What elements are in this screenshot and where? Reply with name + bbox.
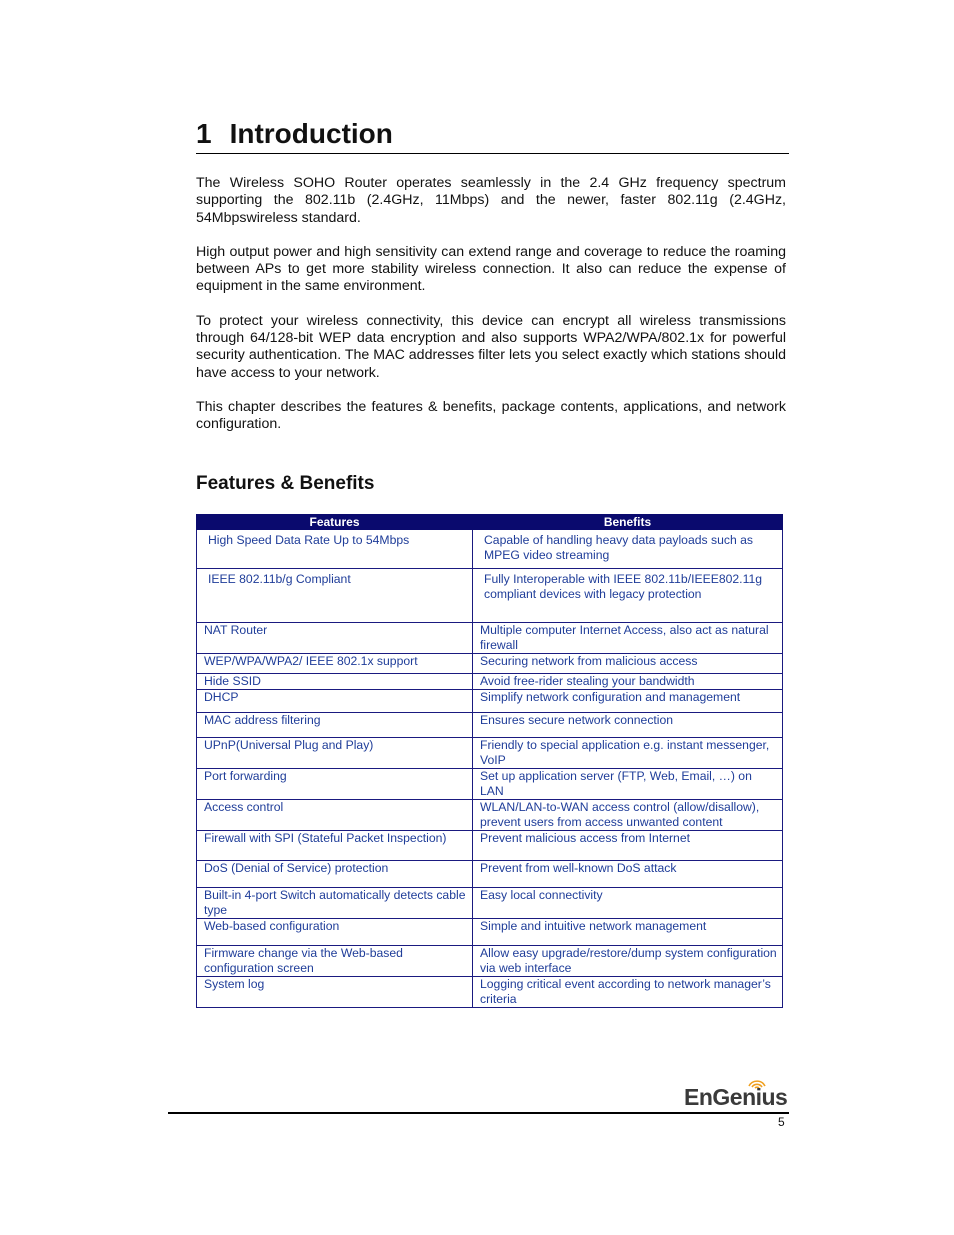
benefit-cell: Logging critical event according to network manager’s criteria [473,977,783,1008]
chapter-title-text: Introduction [229,118,393,149]
section-title: Features & Benefits [196,473,375,494]
table-row [197,769,783,800]
column-header-benefits: Benefits [473,515,783,530]
table-row [197,623,783,654]
table-row [197,888,783,919]
benefit-cell: Simplify network configuration and management [473,690,783,713]
feature-cell: Access control [197,800,473,831]
benefit-cell: Capable of handling heavy data payloads such as MPEG video streaming [473,530,783,569]
benefit-cell: Allow easy upgrade/restore/dump system configuration via web interface [473,946,783,977]
intro-paragraph: The Wireless SOHO Router operates seamlessly in the 2.4 GHz frequency spectrum supporting the 802.11b (2.4GHz, 11Mbps) and the newer, faster 802.11g (2.4GHz, 54Mbpswireless standard. [196,175,786,226]
chapter-title [196,117,789,154]
benefit-cell: Easy local connectivity [473,888,783,919]
table-row [197,738,783,769]
feature-cell: DoS (Denial of Service) protection [197,861,473,888]
feature-cell: Firmware change via the Web-based configuration screen [197,946,473,977]
feature-cell: Built-in 4-port Switch automatically detects cable type [197,888,473,919]
table-row [197,861,783,888]
footer-divider [168,1112,789,1114]
intro-paragraph: This chapter describes the features & benefits, package contents, applications, and network configuration. [196,398,786,433]
benefit-cell: Avoid free-rider stealing your bandwidth [473,674,783,690]
feature-cell: UPnP(Universal Plug and Play) [197,738,473,769]
feature-cell: Hide SSID [197,674,473,690]
features-table [196,514,783,1008]
table-row [197,919,783,946]
table-row [197,569,783,623]
feature-cell: NAT Router [197,623,473,654]
feature-cell: Port forwarding [197,769,473,800]
table-row [197,800,783,831]
benefit-cell: Prevent from well-known DoS attack [473,861,783,888]
column-header-features: Features [197,515,473,530]
feature-cell: High Speed Data Rate Up to 54Mbps [197,530,473,569]
page-number: 5 [778,1115,785,1129]
table-row [197,690,783,713]
feature-cell: DHCP [197,690,473,713]
chapter-number: 1 [196,118,212,149]
intro-paragraph: High output power and high sensitivity can extend range and coverage to reduce the roaming between APs to get more stability wireless connection. It also can reduce the expense of equipment in the same environment. [196,243,786,295]
table-row [197,831,783,861]
feature-cell: Web-based configuration [197,919,473,946]
benefit-cell: WLAN/LAN-to-WAN access control (allow/disallow), prevent users from access unwanted content [473,800,783,831]
benefit-cell: Securing network from malicious access [473,654,783,674]
table-header-row [197,515,783,530]
table-row [197,654,783,674]
intro-paragraph: To protect your wireless connectivity, this device can encrypt all wireless transmissions through 64/128-bit WEP data encryption and also supports WPA2/WPA/802.1x for powerful security authentication. The MAC addresses filter lets you select exactly which stations should have access to your network. [196,312,786,381]
benefit-cell: Set up application server (FTP, Web, Email, …) on LAN [473,769,783,800]
benefit-cell: Friendly to special application e.g. instant messenger, VoIP [473,738,783,769]
benefit-cell: Prevent malicious access from Internet [473,831,783,861]
intro-section [196,175,786,451]
benefit-cell: Fully Interoperable with IEEE 802.11b/IEEE802.11g compliant devices with legacy protection [473,569,783,623]
feature-cell: WEP/WPA/WPA2/ IEEE 802.1x support [197,654,473,674]
logo-text: EnGenius [684,1084,788,1110]
feature-cell: System log [197,977,473,1008]
table-row [197,530,783,569]
table-row [197,674,783,690]
benefit-cell: Multiple computer Internet Access, also act as natural firewall [473,623,783,654]
benefit-cell: Ensures secure network connection [473,713,783,738]
feature-cell: Firewall with SPI (Stateful Packet Inspection) [197,831,473,861]
table-row [197,946,783,977]
benefit-cell: Simple and intuitive network management [473,919,783,946]
table-row [197,713,783,738]
engenius-logo [684,1077,788,1109]
table-row [197,977,783,1008]
feature-cell: IEEE 802.11b/g Compliant [197,569,473,623]
feature-cell: MAC address filtering [197,713,473,738]
